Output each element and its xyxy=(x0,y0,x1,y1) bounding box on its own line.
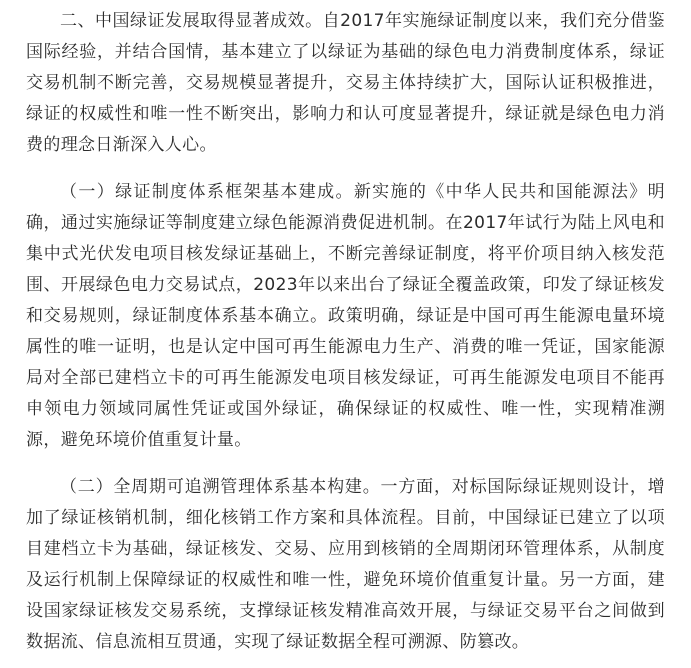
paragraph-achievements: 二、中国绿证发展取得显著成效。自2017年实施绿证制度以来，我们充分借鉴国际经验，并结合国情，基本建立了以绿证为基础的绿色电力消费制度体系，绿证交易机制不断完善，交易规模显著提升，交易主体持续扩大，国际认证积极推进，绿证的权威性和唯一性不断突出，影响力和认可度显著提升，绿证就是绿色电力消费的理念日渐深入人心。 xyxy=(26,11,665,155)
paragraph-spacer xyxy=(26,456,665,472)
paragraph-framework: （一）绿证制度体系框架基本建成。新实施的《中华人民共和国能源法》明确，通过实施绿证等制度建立绿色能源消费促进机制。在2017年试行为陆上风电和集中式光伏发电项目核发绿证基础上，不断完善绿证制度，将平价项目纳入核发范围、开展绿色电力交易试点，2023年以来出台了绿证全覆盖政策，印发了绿证核发和交易规则，绿证制度体系基本确立。政策明确，绿证是中国可再生能源电量环境属性的唯一证明，也是认定中国可再生能源电力生产、消费的唯一凭证，国家能源局对全部已建档立卡的可再生能源发电项目核发绿证，可再生能源发电项目不能再申领电力领域同属性凭证或国外绿证，确保绿证的权威性、唯一性，实现精准溯源，避免环境价值重复计量。 xyxy=(26,182,665,450)
paragraph-traceability: （二）全周期可追溯管理体系基本构建。一方面，对标国际绿证规则设计，增加了绿证核销机制，细化核销工作方案和具体流程。目前，中国绿证已建立了以项目建档立卡为基础，绿证核发、交易、应用到核销的全周期闭环管理体系，从制度及运行机制上保障绿证的权威性和唯一性，避免环境价值重复计量。另一方面，建设国家绿证核发交易系统，支撑绿证核发精准高效开展，与绿证交易平台之间做到数据流、信息流相互贯通，实现了绿证数据全程可溯源、防篡改。 xyxy=(26,477,665,652)
paragraph-spacer xyxy=(26,161,665,177)
